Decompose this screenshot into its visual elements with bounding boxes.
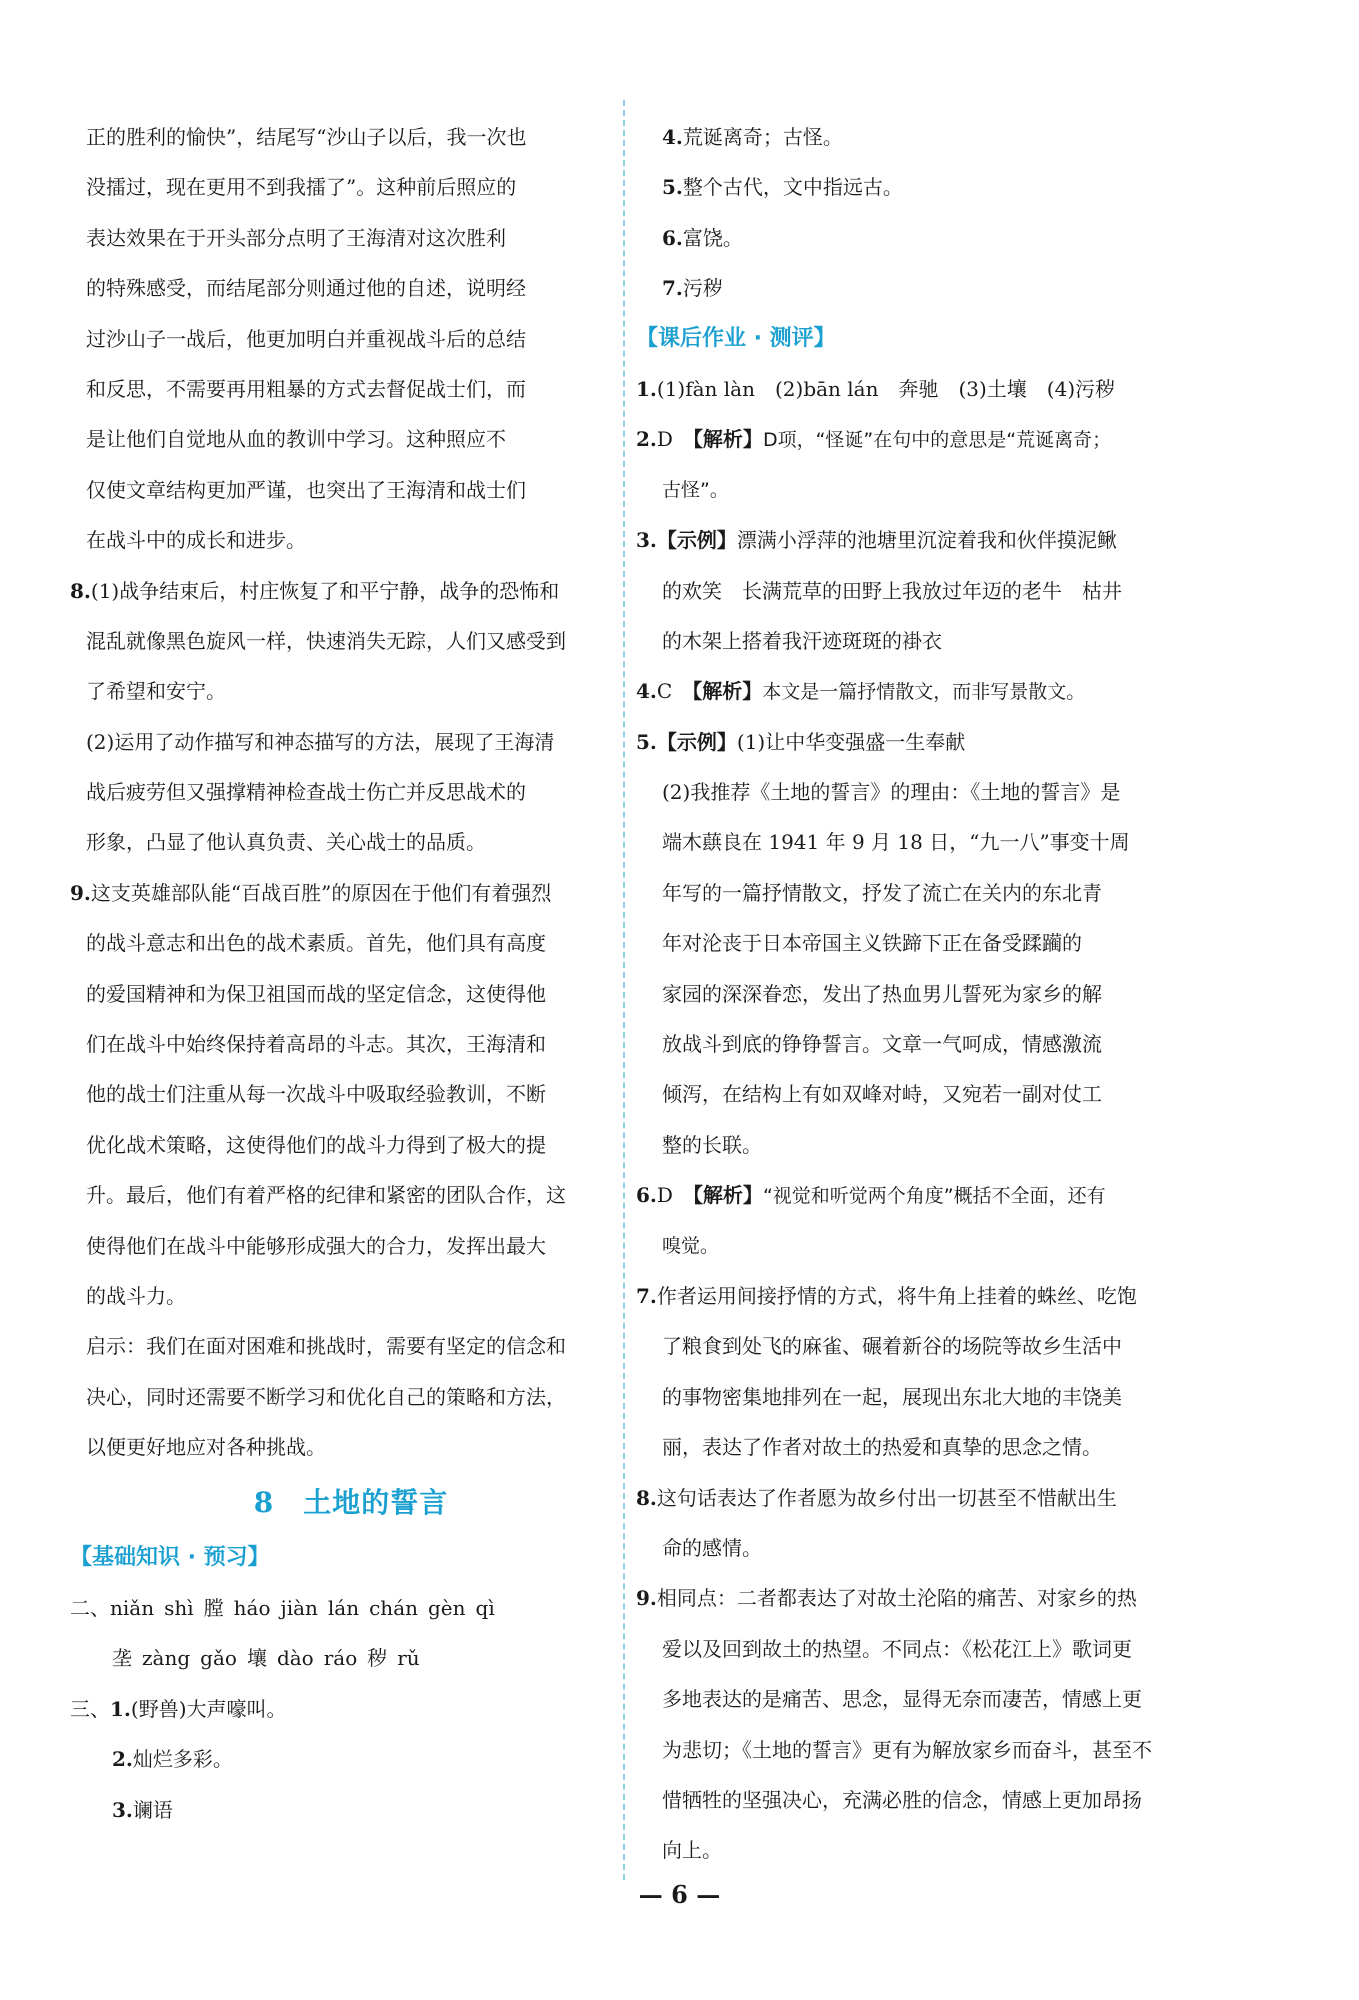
definition-item: 三、1.(野兽)大声嚎叫。 — [70, 1696, 287, 1721]
text-line: 他的战士们注重从每一次战斗中吸取经验教训，不断 — [86, 1082, 546, 1107]
answer-1: 1.(1)fàn làn (2)bān lán 奔驰 (3)土壤 (4)污秽 — [636, 376, 1116, 401]
text-line: (1)战争结束后，村庄恢复了和平宁静，战争的恐怖和 — [90, 578, 560, 603]
text-line: 了希望和安宁。 — [86, 679, 226, 704]
left-column — [70, 112, 616, 1835]
text-line: 是让他们自觉地从血的教训中学习。这种照应不 — [86, 427, 506, 452]
text-line: 的战斗意志和出色的战术素质。首先，他们具有高度 — [86, 931, 546, 956]
answer-7-continued — [86, 112, 616, 566]
definition-item: 7.污秽 — [662, 276, 723, 301]
text-line: 战后疲劳但又强撑精神检查战士伤亡并反思战术的 — [86, 780, 526, 805]
section-heading-basic: 【基础知识 · 预习】 — [70, 1544, 270, 1570]
lesson-title: 8 土地的誓言 — [253, 1485, 449, 1519]
text-line: 们在战斗中始终保持着高昂的斗志。其次，王海清和 — [86, 1032, 546, 1057]
definition-item: 6.富饶。 — [662, 225, 743, 250]
text-line: 在战斗中的成长和进步。 — [86, 528, 306, 553]
definition-item: 5.整个古代，文中指远古。 — [662, 175, 903, 200]
answer-6: 6.D 【解析】“视觉和听觉两个角度”概括不全面，还有 嗅觉。 — [636, 1183, 1106, 1257]
text-line: 使得他们在战斗中能够形成强大的合力，发挥出最大 — [86, 1233, 546, 1258]
pinyin-answers-row1: 二、niǎn shì 膛 háo jiàn lán chán gèn qì — [70, 1595, 495, 1620]
text-line: 没擂过，现在更用不到我擂了”。这种前后照应的 — [86, 175, 517, 200]
text-line: 仅使文章结构更加严谨，也突出了王海清和战士们 — [86, 477, 526, 502]
answer-number: 8. — [70, 578, 91, 603]
text-line: 这支英雄部队能“百战百胜”的原因在于他们有着强烈 — [90, 880, 552, 905]
text-line: 的特殊感受，而结尾部分则通过他的自述，说明经 — [86, 276, 526, 301]
answer-number: 二、 — [70, 1595, 110, 1620]
definition-item: 3.谰语 — [112, 1797, 173, 1822]
text-line: 启示：我们在面对困难和挑战时，需要有坚定的信念和 — [86, 1334, 566, 1359]
answer-number: 三、 — [70, 1696, 110, 1721]
text-line: 决心，同时还需要不断学习和优化自己的策略和方法， — [86, 1384, 566, 1409]
answer-9 — [70, 868, 616, 1473]
text-line: 和反思，不需要再用粗暴的方式去督促战士们，而 — [86, 376, 526, 401]
section-heading-after-class: 【课后作业 · 测评】 — [636, 325, 836, 351]
answer-number: 9. — [70, 880, 91, 905]
answer-3: 3.【示例】漂满小浮萍的池塘里沉淀着我和伙伴摸泥鳅 的欢笑 长满荒草的田野上我放过年迈的老牛 枯井 的木架上搭着我汗迹斑斑的褂衣 — [636, 528, 1122, 653]
answer-2: 2.D 【解析】D项，“怪诞”在句中的意思是“荒诞离奇； 古怪”。 — [636, 427, 1112, 501]
text-line: 的爱国精神和为保卫祖国而战的坚定信念，这使得他 — [86, 981, 546, 1006]
definition-item: 2.灿烂多彩。 — [112, 1747, 233, 1772]
text-line: 升。最后，他们有着严格的纪律和紧密的团队合作，这 — [86, 1183, 566, 1208]
page-number: — 6 — — [638, 1880, 721, 1909]
pinyin-answers-row2: 垄 zàng gǎo 壤 dào ráo 秽 rǔ — [112, 1646, 420, 1671]
answer-8 — [70, 566, 616, 868]
answer-8: 8.这句话表达了作者愿为故乡付出一切甚至不惜献出生 命的感情。 — [636, 1485, 1117, 1560]
right-column — [636, 112, 1171, 1876]
text-line: 正的胜利的愉快”，结尾写“沙山子以后，我一次也 — [86, 125, 527, 149]
text-line: 形象，凸显了他认真负责、关心战士的品质。 — [86, 830, 486, 855]
column-divider — [623, 100, 625, 1880]
text-line: 混乱就像黑色旋风一样，快速消失无踪，人们又感受到 — [86, 628, 566, 653]
answer-9: 9.相同点：二者都表达了对故土沦陷的痛苦、对家乡的热 爱以及回到故土的热望。不同点：《松花江上》歌词更 多地表达的是痛苦、思念，显得无奈而凄苦，情感上更 为悲切；《土地的誓言》更有为解放家乡而奋斗，甚至不 惜牺牲的坚强决心，充满必胜的信念，情感上更加昂扬 向上。 — [636, 1586, 1152, 1863]
answer-4: 4.C 【解析】本文是一篇抒情散文，而非写景散文。 — [636, 679, 1086, 704]
answer-5: 5.【示例】(1)让中华变强盛一生奉献 (2)我推荐《土地的誓言》的理由：《土地的誓言》是 端木蕻良在 1941 年 9 月 18 日，“九一八”事变十周 年写的一篇抒情散文，抒发了流亡在关内的东北青 年对沦丧于日本帝国主义铁蹄下正在备受蹂躏的 家园的深深眷恋，发出了热血男儿誓死为家乡的解 放战斗到底的铮铮誓言。文章一气呵成，情感激流 倾泻，在结构上有如双峰对峙，又宛若一副对仗工 整的长联。 — [636, 729, 1130, 1157]
definition-item: 4.荒诞离奇；古怪。 — [662, 125, 843, 149]
text-line: 优化战术策略，这使得他们的战斗力得到了极大的提 — [86, 1132, 546, 1157]
answer-7: 7.作者运用间接抒情的方式，将牛角上挂着的蛛丝、吃饱 了粮食到处飞的麻雀、碾着新谷的场院等故乡生活中 的事物密集地排列在一起，展现出东北大地的丰饶美 丽，表达了作者对故土的热爱和真挚的思念之情。 — [636, 1283, 1137, 1460]
text-line: 以便更好地应对各种挑战。 — [86, 1435, 326, 1460]
text-line: 表达效果在于开头部分点明了王海清对这次胜利 — [86, 225, 506, 250]
text-line: (2)运用了动作描写和神态描写的方法，展现了王海清 — [86, 729, 555, 754]
text-line: 的战斗力。 — [86, 1283, 186, 1308]
text-line: 过沙山子一战后，他更加明白并重视战斗后的总结 — [86, 326, 526, 351]
